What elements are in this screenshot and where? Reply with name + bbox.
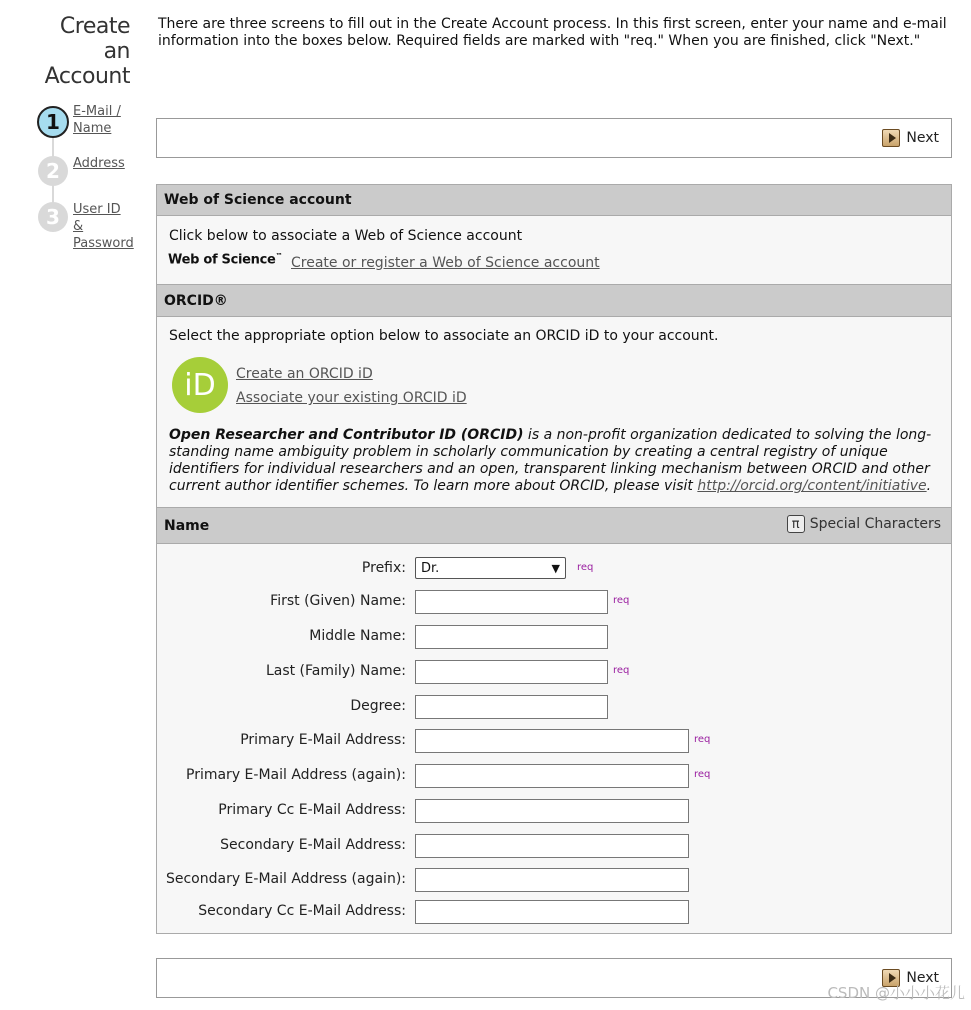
wos-register-link[interactable]: Create or register a Web of Science account	[291, 255, 600, 271]
prefix-select[interactable]: Dr. ▼	[415, 557, 566, 579]
primary-email-again-input[interactable]	[415, 764, 689, 788]
req-badge: req	[694, 734, 711, 745]
wos-logo: Web of Science™	[168, 252, 283, 268]
middle-name-input[interactable]	[415, 625, 608, 649]
orcid-initiative-link[interactable]: http://orcid.org/content/initiative	[697, 478, 927, 494]
secondary-email-again-input[interactable]	[415, 868, 689, 892]
primary-email-again-label: Primary E-Mail Address (again):	[186, 767, 406, 783]
first-name-row	[157, 590, 951, 614]
chevron-down-icon: ▼	[551, 562, 560, 575]
next-button-top[interactable]: Next	[882, 129, 939, 147]
middle-name-row	[157, 625, 951, 649]
primary-email-row	[157, 729, 951, 753]
degree-label: Degree:	[350, 698, 406, 714]
orcid-prompt: Select the appropriate option below to associate an ORCID iD to your account.	[169, 328, 719, 344]
next-button-bottom[interactable]: Next	[882, 969, 939, 987]
secondary-email-again-label: Secondary E-Mail Address (again):	[165, 871, 406, 887]
last-name-input[interactable]	[415, 660, 608, 684]
secondary-email-label: Secondary E-Mail Address:	[220, 837, 406, 853]
secondary-email-row	[157, 834, 951, 858]
orcid-logo: iD	[172, 357, 228, 413]
last-name-label: Last (Family) Name:	[265, 663, 406, 679]
watermark: CSDN @小小小花儿	[827, 984, 965, 1002]
primary-email-again-row	[157, 764, 951, 788]
primary-email-input[interactable]	[415, 729, 689, 753]
orcid-description: Open Researcher and Contributor ID (ORCID) is a non-profit organization dedicated to solving the long-standing name ambiguity problem in scholarly communication by creating a central registry of unique identifiers for individual researchers and an open, transparent linking mechanism between ORCID and other current author identifier schemes. To learn more about ORCID, please visit http://orcid.org/content/initiative.	[169, 427, 932, 494]
name-header: Name π Special Characters	[157, 507, 951, 544]
step-1-link[interactable]: E-Mail / Name	[73, 104, 121, 136]
page-title	[35, 14, 130, 89]
primary-cc-label: Primary Cc E-Mail Address:	[218, 802, 406, 818]
arrow-right-icon	[882, 129, 900, 147]
req-badge: req	[613, 665, 630, 676]
secondary-email-input[interactable]	[415, 834, 689, 858]
secondary-email-again-row	[157, 868, 951, 892]
intro-text: There are three screens to fill out in the Create Account process. In this first screen, enter your name and e-mail information into the boxes below. Required fields are marked with "req." When you are finished, click "Next."	[158, 16, 947, 49]
secondary-cc-input[interactable]	[415, 900, 689, 924]
secondary-cc-label: Secondary Cc E-Mail Address:	[198, 903, 406, 919]
step-2-link[interactable]: Address	[73, 156, 125, 171]
step-1-icon: 1	[37, 106, 69, 138]
degree-input[interactable]	[415, 695, 608, 719]
wos-header: Web of Science account	[157, 184, 951, 216]
first-name-label: First (Given) Name:	[270, 593, 406, 609]
primary-cc-row	[157, 799, 951, 823]
step-2-icon: 2	[38, 156, 68, 186]
req-badge: req	[694, 769, 711, 780]
primary-email-label: Primary E-Mail Address:	[240, 732, 406, 748]
top-nav-bar	[156, 118, 952, 158]
page-title-line1: Create an	[59, 14, 130, 64]
last-name-row	[157, 660, 951, 684]
primary-cc-input[interactable]	[415, 799, 689, 823]
degree-row	[157, 695, 951, 719]
prefix-label: Prefix:	[361, 560, 406, 576]
req-badge: req	[577, 562, 594, 573]
page-title-line2: Account	[44, 64, 130, 89]
special-characters-button[interactable]: π Special Characters	[787, 515, 941, 533]
step-3-icon: 3	[38, 202, 68, 232]
prefix-row	[157, 557, 951, 581]
orcid-header: ORCID®	[157, 284, 951, 317]
form-panel	[156, 184, 952, 934]
wos-prompt: Click below to associate a Web of Science account	[169, 228, 523, 244]
step-3-link[interactable]: User ID & Password	[73, 202, 134, 251]
orcid-associate-link[interactable]: Associate your existing ORCID iD	[236, 390, 467, 406]
pi-icon: π	[787, 515, 805, 533]
secondary-cc-row	[157, 900, 951, 924]
req-badge: req	[613, 595, 630, 606]
orcid-create-link[interactable]: Create an ORCID iD	[236, 366, 373, 382]
middle-name-label: Middle Name:	[309, 628, 406, 644]
first-name-input[interactable]	[415, 590, 608, 614]
